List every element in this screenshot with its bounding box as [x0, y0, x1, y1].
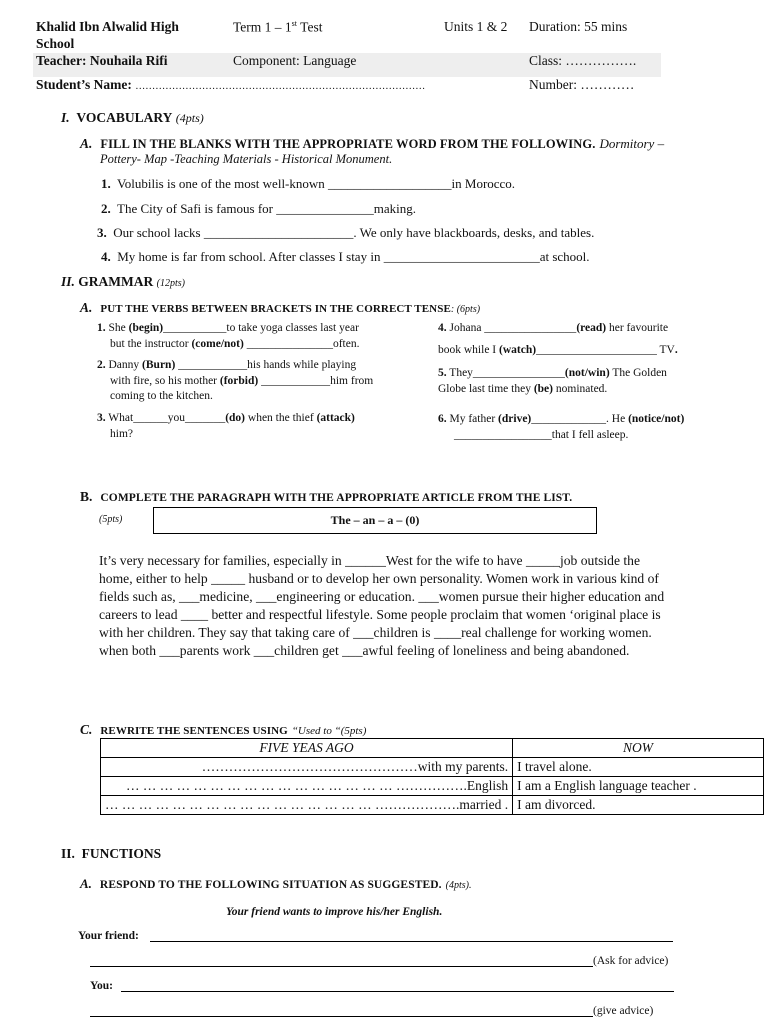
table-header-cell: NOW: [513, 739, 764, 758]
grammar-q2-cont2: coming to the kitchen.: [110, 390, 213, 402]
vocabulary-heading: I. VOCABULARY (4pts): [61, 110, 204, 125]
grammar-q5-cont: Globe last time they (be) nominated.: [438, 383, 608, 395]
grammar-q6-cont[interactable]: _________________that I fell asleep.: [454, 429, 629, 441]
class-field[interactable]: Class: …………….: [529, 53, 637, 68]
grammar-q4[interactable]: 4. Johana ________________(read) her favourite: [438, 322, 669, 334]
table-header-cell: FIVE YEAS AGO: [101, 739, 513, 758]
used-to-table: [100, 738, 764, 815]
number-field[interactable]: Number: …………: [529, 77, 635, 92]
rewrite-cell[interactable]: … … … … … … … … … … … … … … … … …………….English: [101, 777, 513, 796]
grammar-c-instruction: C. REWRITE THE SENTENCES USING “Used to “(5pts): [80, 722, 367, 737]
grammar-q2-cont[interactable]: with fire, so his mother (forbid) ____________him from: [110, 375, 374, 387]
give-advice-note: (give advice): [593, 1005, 654, 1017]
table-row: [101, 777, 764, 796]
grammar-q6[interactable]: 6. My father (drive)_____________. He (notice/not): [438, 413, 685, 425]
rewrite-cell[interactable]: … … … … … … … … … … … … … … … … ……………….married .: [101, 796, 513, 815]
grammar-q1-cont[interactable]: but the instructor (come/not) _______________often.: [110, 338, 360, 350]
paragraph-line: with her children. They say that taking care of ___children is ____real challenge for working women.: [99, 624, 652, 640]
functions-situation: Your friend wants to improve his/her English.: [226, 906, 443, 918]
table-row: [101, 796, 764, 815]
you-answer-line-2[interactable]: [90, 1016, 593, 1017]
grammar-q3[interactable]: 3. What______you_______(do) when the thief (attack): [97, 412, 355, 424]
units-label: Units 1 & 2: [444, 19, 508, 34]
vocabulary-a-instruction: A. FILL IN THE BLANKS WITH THE APPROPRIATE WORD FROM THE FOLLOWING. Dormitory –: [80, 136, 665, 151]
functions-a-instruction: A. RESPOND TO THE FOLLOWING SITUATION AS SUGGESTED. (4pts).: [80, 876, 472, 891]
functions-heading: II. FUNCTIONS: [61, 846, 162, 861]
teacher-label: Teacher: Nouhaila Rifi: [36, 53, 168, 68]
friend-answer-line-2[interactable]: [90, 966, 593, 967]
paragraph-line: It’s very necessary for families, especially in ______West for the wife to have _____job outside the: [99, 553, 640, 568]
grammar-a-instruction: A. PUT THE VERBS BETWEEN BRACKETS IN THE CORRECT TENSE: (6pts): [80, 300, 481, 315]
you-label: You:: [90, 980, 114, 992]
ask-advice-note: (Ask for advice): [593, 955, 669, 967]
article-paragraph[interactable]: [99, 552, 731, 659]
grammar-b-instruction: B. COMPLETE THE PARAGRAPH WITH THE APPROPRIATE ARTICLE FROM THE LIST.: [80, 489, 573, 504]
grammar-heading: II. GRAMMAR (12pts): [61, 274, 185, 289]
grammar-q4-cont[interactable]: book while I (watch)_____________________ TV.: [438, 344, 678, 356]
now-cell: I am divorced.: [513, 796, 764, 815]
vocab-item-4[interactable]: 4. My home is far from school. After classes I stay in ________________________at school.: [101, 249, 590, 264]
now-cell: I travel alone.: [513, 758, 764, 777]
table-row: [101, 758, 764, 777]
component-label: Component: Language: [233, 53, 357, 68]
grammar-q2[interactable]: 2. Danny (Burn) ____________his hands while playing: [97, 359, 357, 371]
paragraph-line: home, either to help _____ husband or to develop her own personality. Women work in various kind of: [99, 570, 659, 586]
grammar-q1[interactable]: 1. She (begin)___________to take yoga classes last year: [97, 322, 359, 334]
paragraph-line: careers to lead ____ better and respectful lifestyle. Some people proclaim that women ‘original place is: [99, 606, 661, 622]
friend-answer-line-1[interactable]: [150, 941, 673, 942]
student-name-field[interactable]: Student’s Name: ……………………………………………………………………………: [36, 77, 426, 92]
term-label: Term 1 – 1st Test: [233, 19, 323, 35]
now-cell: I am a English language teacher .: [513, 777, 764, 796]
paragraph-line: when both ___parents work ___children get ___awful feeling of loneliness and being abandoned.: [99, 642, 630, 658]
vocab-item-1[interactable]: 1. Volubilis is one of the most well-known ___________________in Morocco.: [101, 176, 516, 191]
rewrite-cell[interactable]: …………………………………………with my parents.: [101, 758, 513, 777]
grammar-q3-cont: him?: [110, 428, 133, 440]
duration-label: Duration: 55 mins: [529, 19, 628, 34]
article-list-box: The – an – a – (0): [153, 507, 597, 534]
grammar-q5[interactable]: 5. They________________(not/win) The Golden: [438, 367, 667, 379]
vocab-item-2[interactable]: 2. The City of Safi is famous for _______________making.: [101, 201, 416, 216]
you-answer-line-1[interactable]: [121, 991, 674, 992]
vocabulary-word-list: Pottery- Map -Teaching Materials - Historical Monument.: [100, 152, 393, 166]
school-name-line1: Khalid Ibn Alwalid High: [36, 19, 179, 34]
table-header-row: [101, 739, 764, 758]
paragraph-line: fields such as, ___medicine, ___engineering or education. ___women pursue their higher education and: [99, 588, 665, 604]
grammar-b-points: (5pts): [99, 514, 123, 525]
friend-label: Your friend:: [78, 930, 139, 942]
vocab-item-3[interactable]: 3. Our school lacks _______________________. We only have blackboards, desks, and tables.: [97, 225, 595, 240]
school-name-line2: School: [36, 36, 75, 51]
